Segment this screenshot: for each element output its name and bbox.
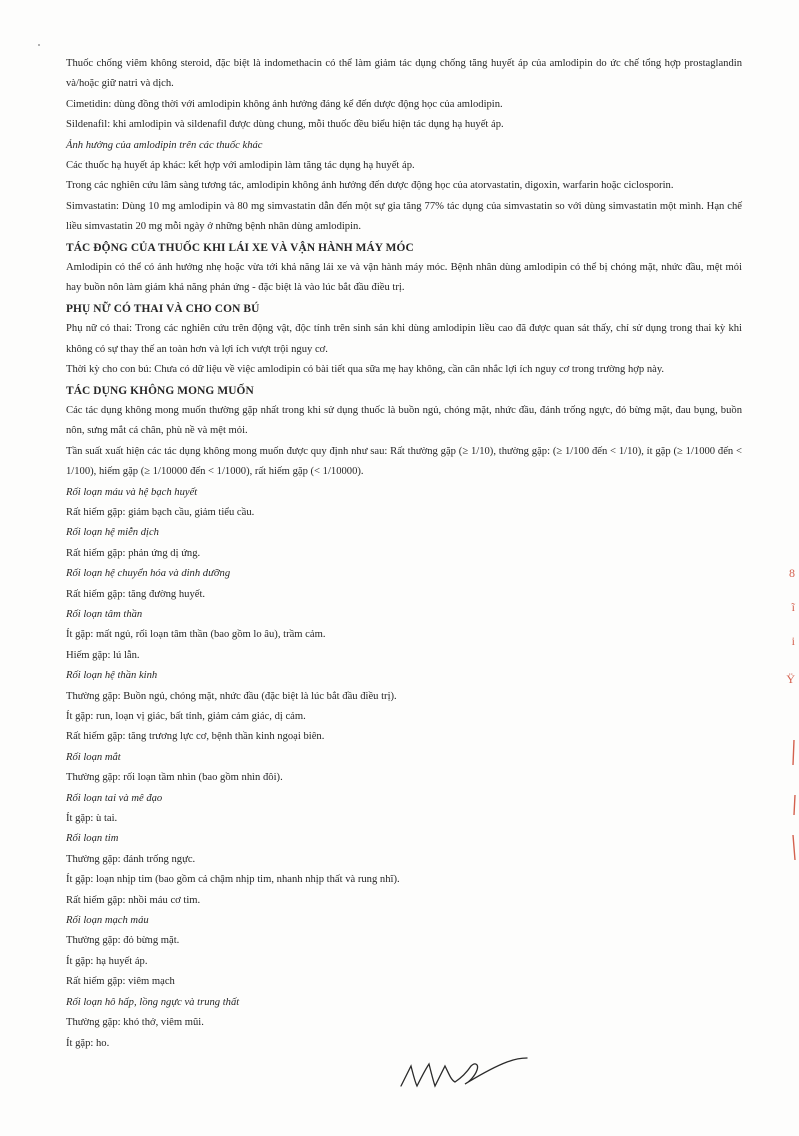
list-item: Thường gặp: khó thở, viêm mũi. bbox=[66, 1017, 204, 1029]
subheading-respiratory: Rối loạn hô hấp, lồng ngực và trung thất bbox=[66, 996, 240, 1008]
list-item: Hiếm gặp: lú lẫn. bbox=[66, 649, 140, 661]
subheading-eye: Rối loạn mắt bbox=[66, 751, 121, 763]
subheading-immune: Rối loạn hệ miễn dịch bbox=[66, 527, 159, 539]
list-item: Rất hiếm gặp: nhồi máu cơ tim. bbox=[66, 894, 201, 906]
list-item: Rất hiếm gặp: tăng đường huyết. bbox=[66, 588, 206, 600]
paragraph-frequency: Tần suất xuất hiện các tác dụng không mong muốn được quy định như sau: Rất thường gặp (≥ 1/10), thường gặp: (≥ 1/100 đến < 1/10), ít gặp (≥ 1/1000 đến < 1/100), hiếm gặp (≥ 1/10000 đến < 1/1000), rất hiếm gặp (< 1/10000). bbox=[66, 445, 742, 478]
heading-driving: TÁC ĐỘNG CỦA THUỐC KHI LÁI XE VÀ VẬN HÀNH MÁY MÓC bbox=[66, 241, 414, 254]
subheading-ear: Rối loạn tai và mê đạo bbox=[66, 792, 163, 804]
paragraph-driving: Amlodipin có thể có ảnh hưởng nhẹ hoặc vừa tới khả năng lái xe và vận hành máy móc. Bệnh nhân dùng amlodipin có thể bị chóng mặt, nhức đầu, mệt mỏi hay buồn nôn làm giảm khả năng phản ứng - đặc biệt là vào lúc bắt đầu điều trị. bbox=[66, 262, 742, 294]
list-item: Thường gặp: đỏ bừng mặt. bbox=[66, 935, 180, 947]
subheading-nervous: Rối loạn hệ thần kinh bbox=[66, 670, 158, 682]
paragraph-interaction-studies: Trong các nghiên cứu lâm sàng tương tác, amlodipin không ảnh hưởng đến dược động học của atorvastatin, digoxin, warfarin hoặc ciclosporin. bbox=[66, 180, 674, 192]
subheading-blood: Rối loạn máu và hệ bạch huyết bbox=[66, 486, 198, 498]
subheading-metabolism: Rối loạn hệ chuyển hóa và dinh dưỡng bbox=[66, 568, 231, 580]
paragraph-sildenafil: Sildenafil: khi amlodipin và sildenafil được dùng chung, mỗi thuốc đều biểu hiện tác dụng hạ huyết áp. bbox=[66, 119, 504, 131]
list-item: Thường gặp: đánh trống ngực. bbox=[66, 853, 196, 865]
list-item: Rất hiếm gặp: phản ứng dị ứng. bbox=[66, 547, 201, 559]
heading-adverse-effects: TÁC DỤNG KHÔNG MONG MUỐN bbox=[66, 384, 254, 397]
paragraph-cimetidin: Cimetidin: dùng đồng thời với amlodipin không ảnh hưởng đáng kể đến dược động học của amlodipin. bbox=[66, 98, 503, 110]
subheading-effects-on-other-drugs: Ảnh hưởng của amlodipin trên các thuốc khác bbox=[66, 139, 263, 151]
subheading-vascular: Rối loạn mạch máu bbox=[66, 915, 149, 927]
margin-stamp-mark: i bbox=[791, 634, 795, 648]
list-item: Thường gặp: rối loạn tầm nhìn (bao gồm nhìn đôi). bbox=[66, 772, 283, 784]
list-item: Ít gặp: ù tai. bbox=[66, 813, 118, 825]
margin-stamp-edge bbox=[789, 735, 797, 865]
paragraph-common-effects: Các tác dụng không mong muốn thường gặp nhất trong khi sử dụng thuốc là buồn ngủ, chóng mặt, nhức đầu, đánh trống ngực, đỏ bừng mặt, đau bụng, buồn nôn, sưng mắt cá chân, phù nề và mệt mỏi. bbox=[66, 404, 742, 437]
list-item: Ít gặp: hạ huyết áp. bbox=[66, 955, 148, 967]
handwritten-signature bbox=[395, 1048, 535, 1098]
paragraph-nsaid: Thuốc chống viêm không steroid, đặc biệt là indomethacin có thể làm giảm tác dụng chống tăng huyết áp của amlodipin do ức chế tổng hợp prostaglandin và/hoặc giữ natri và dịch. bbox=[66, 58, 742, 90]
list-item: Rất hiếm gặp: viêm mạch bbox=[66, 976, 175, 988]
margin-stamp-mark: 8 bbox=[789, 566, 795, 580]
margin-stamp-mark: Ÿ bbox=[786, 672, 795, 686]
margin-stamp-mark: ĩ bbox=[791, 600, 795, 614]
scan-speck bbox=[38, 44, 40, 46]
list-item: Ít gặp: ho. bbox=[66, 1037, 110, 1049]
paragraph-antihypertensives: Các thuốc hạ huyết áp khác: kết hợp với amlodipin làm tăng tác dụng hạ huyết áp. bbox=[66, 160, 415, 172]
list-item: Thường gặp: Buồn ngủ, chóng mặt, nhức đầu (đặc biệt là lúc bắt đầu điều trị). bbox=[66, 690, 397, 702]
subheading-cardiac: Rối loạn tim bbox=[66, 833, 119, 845]
list-item: Rất hiếm gặp: tăng trương lực cơ, bệnh thần kinh ngoại biên. bbox=[66, 731, 325, 743]
paragraph-breastfeeding: Thời kỳ cho con bú: Chưa có dữ liệu về việc amlodipin có bài tiết qua sữa mẹ hay không, cần cân nhắc lợi ích nguy cơ trong trường hợp này. bbox=[66, 364, 665, 376]
list-item: Ít gặp: mất ngủ, rối loạn tâm thần (bao gồm lo âu), trầm cảm. bbox=[66, 629, 326, 641]
document-body bbox=[66, 54, 742, 1054]
heading-pregnancy: PHỤ NỮ CÓ THAI VÀ CHO CON BÚ bbox=[66, 302, 260, 315]
paragraph-simvastatin: Simvastatin: Dùng 10 mg amlodipin và 80 mg simvastatin dẫn đến một sự gia tăng 77% tác dụng của simvastatin so với dùng simvastatin một mình. Hạn chế liều simvastatin 20 mg mỗi ngày ở những bệnh nhân dùng amlodipin. bbox=[66, 200, 742, 233]
subheading-psychiatric: Rối loạn tâm thần bbox=[66, 608, 143, 620]
list-item: Ít gặp: run, loạn vị giác, bất tỉnh, giảm cảm giác, dị cảm. bbox=[66, 711, 306, 722]
list-item: Ít gặp: loạn nhịp tim (bao gồm cả chậm nhịp tim, nhanh nhịp thất và rung nhĩ). bbox=[66, 874, 400, 886]
paragraph-pregnancy: Phụ nữ có thai: Trong các nghiên cứu trên động vật, độc tính trên sinh sản khi dùng amlodipin liều cao đã được quan sát thấy, chỉ sử dụng trong thai kỳ khi không có sự thay thế an toàn hơn và lợi ích vượt trội nguy cơ. bbox=[66, 323, 742, 355]
list-item: Rất hiếm gặp: giảm bạch cầu, giảm tiểu cầu. bbox=[66, 506, 255, 518]
